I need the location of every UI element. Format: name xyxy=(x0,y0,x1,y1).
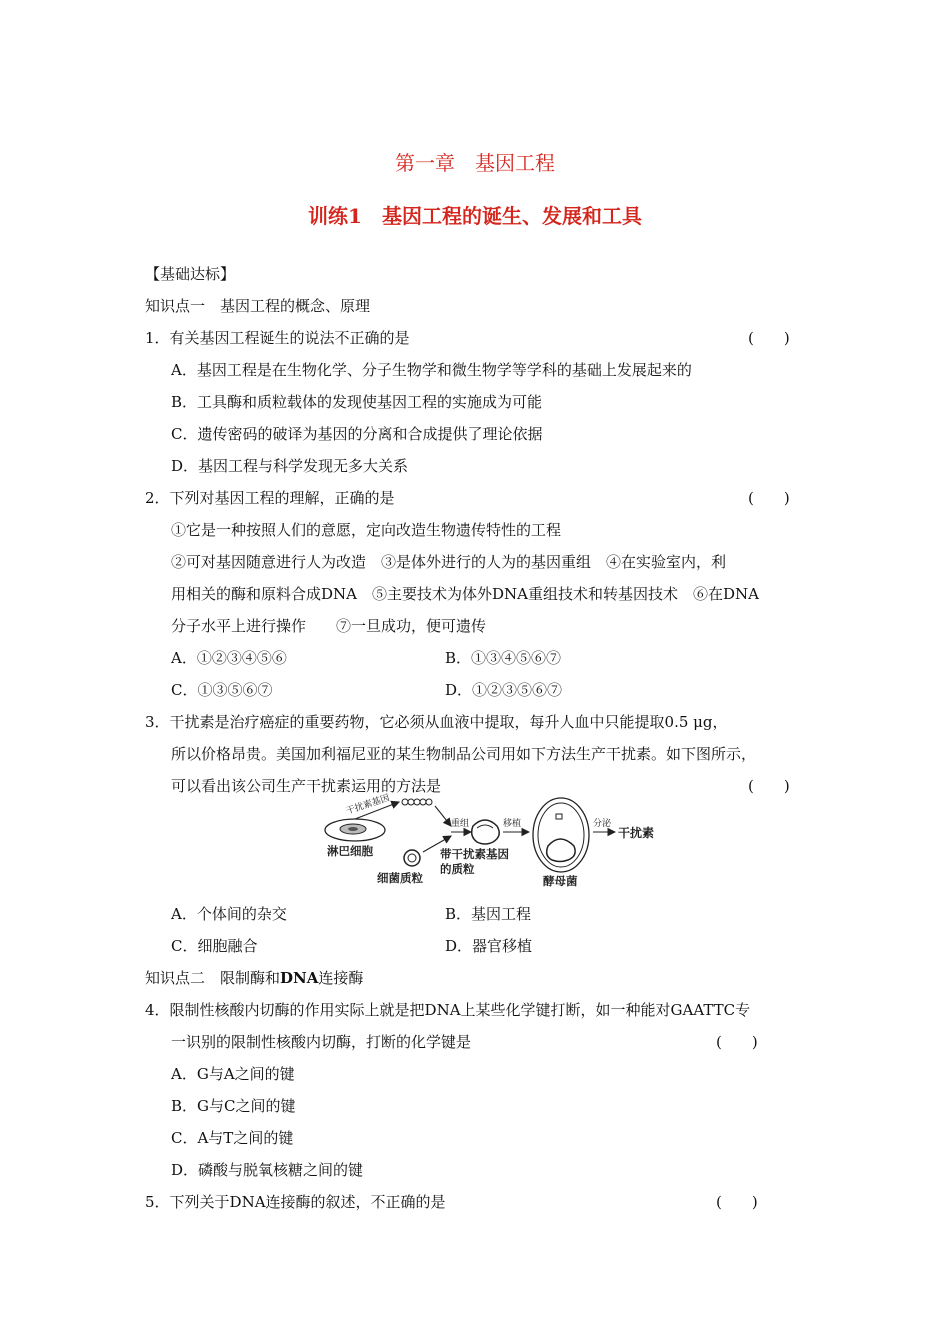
recombinant-plasmid-icon xyxy=(472,820,500,844)
q5-stem: 5．下列关于DNA连接酶的叙述，不正确的是 xyxy=(145,1193,446,1211)
q2-statement-line: 分子水平上进行操作 ⑦一旦成功，便可遗传 xyxy=(171,617,487,635)
q4-stem-line: 一识别的限制性核酸内切酶，打断的化学键是 xyxy=(171,1033,472,1051)
knowledge-point-2 xyxy=(145,968,363,988)
q3-stem-line: 可以看出该公司生产干扰素运用的方法是 xyxy=(171,777,442,795)
lesson-title: 训练1 基因工程的诞生、发展和工具 xyxy=(308,204,642,228)
q1-option-d: D．基因工程与科学发现无多大关系 xyxy=(171,457,409,475)
lymph-cell-icon xyxy=(325,819,385,841)
gene-chain-icon xyxy=(402,799,432,805)
q2-answer-bracket: ( ) xyxy=(748,489,790,507)
lymph-cell-label: 淋巴细胞 xyxy=(327,844,373,858)
q3-stem-line: 所以价格昂贵。美国加利福尼亚的某生物制品公司用如下方法生产干扰素。如下图所示， xyxy=(171,745,757,763)
q4-option-a: A．G与A之间的键 xyxy=(171,1065,295,1083)
q3-answer-bracket: ( ) xyxy=(748,777,790,795)
q3-option-c: C．细胞融合 xyxy=(171,937,258,955)
yeast-label: 酵母菌 xyxy=(543,874,578,888)
q3-stem-line: 3．干扰素是治疗癌症的重要药物，它必须从血液中提取，每升人血中只能提取0.5 μg， xyxy=(145,713,728,731)
q1-stem: 1．有关基因工程诞生的说法不正确的是 xyxy=(145,329,410,347)
kp2-suffix: 连接酶 xyxy=(318,969,364,987)
transplant-label: 移植 xyxy=(503,819,522,829)
kp2-dna: DNA xyxy=(280,969,319,987)
q4-option-d: D．磷酸与脱氧核糖之间的键 xyxy=(171,1161,364,1179)
q2-statement-line: ①它是一种按照人们的意愿，定向改造生物遗传特性的工程 xyxy=(171,521,562,539)
q1-option-a: A．基因工程是在生物化学、分子生物学和微生物学等学科的基础上发展起来的 xyxy=(171,361,692,379)
carrier-label-line1: 带干扰素基因 xyxy=(440,847,509,861)
recombine-label: 重组 xyxy=(451,819,470,829)
q2-statement-line: 用相关的酶和原料合成DNA ⑤主要技术为体外DNA重组技术和转基因技术 ⑥在DNA xyxy=(171,585,759,603)
q4-answer-bracket: ( ) xyxy=(716,1033,758,1051)
q2-option-c: C．①③⑤⑥⑦ xyxy=(171,681,273,699)
q2-option-a: A．①②③④⑤⑥ xyxy=(171,649,287,667)
section-basic: 【基础达标】 xyxy=(145,265,236,283)
knowledge-point-1: 知识点一 基因工程的概念、原理 xyxy=(145,297,371,315)
yeast-cell-icon xyxy=(533,798,589,872)
q5-answer-bracket: ( ) xyxy=(716,1193,758,1211)
q4-stem-line: 4．限制性核酸内切酶的作用实际上就是把DNA上某些化学键打断，如一种能对GAATTC专 xyxy=(145,1001,751,1019)
q3-option-b: B．基因工程 xyxy=(445,905,532,923)
secrete-label: 分泌 xyxy=(593,819,612,829)
plasmid-label: 细菌质粒 xyxy=(377,871,423,885)
q1-option-b: B．工具酶和质粒载体的发现使基因工程的实施成为可能 xyxy=(171,393,543,411)
bacterial-plasmid-icon xyxy=(404,850,420,866)
carrier-label-line2: 的质粒 xyxy=(440,862,475,876)
q2-stem: 2．下列对基因工程的理解，正确的是 xyxy=(145,489,395,507)
q4-option-c: C．A与T之间的键 xyxy=(171,1129,294,1147)
kp2-prefix: 知识点二 限制酶和 xyxy=(145,969,281,987)
q2-option-d: D．①②③⑤⑥⑦ xyxy=(445,681,563,699)
chapter-title: 第一章 基因工程 xyxy=(395,151,555,175)
q1-answer-bracket: ( ) xyxy=(748,329,790,347)
q2-statement-line: ②可对基因随意进行人为改造 ③是体外进行的人为的基因重组 ④在实验室内，利 xyxy=(171,553,727,571)
q1-option-c: C．遗传密码的破译为基因的分离和合成提供了理论依据 xyxy=(171,425,543,443)
gene-label: 干扰素基因 xyxy=(345,793,391,817)
q3-option-a: A．个体间的杂交 xyxy=(171,905,287,923)
interferon-production-diagram xyxy=(315,792,675,892)
q2-option-b: B．①③④⑤⑥⑦ xyxy=(445,649,562,667)
q4-option-b: B．G与C之间的键 xyxy=(171,1097,296,1115)
q3-option-d: D．器官移植 xyxy=(445,937,533,955)
product-label: 干扰素 xyxy=(618,826,655,840)
